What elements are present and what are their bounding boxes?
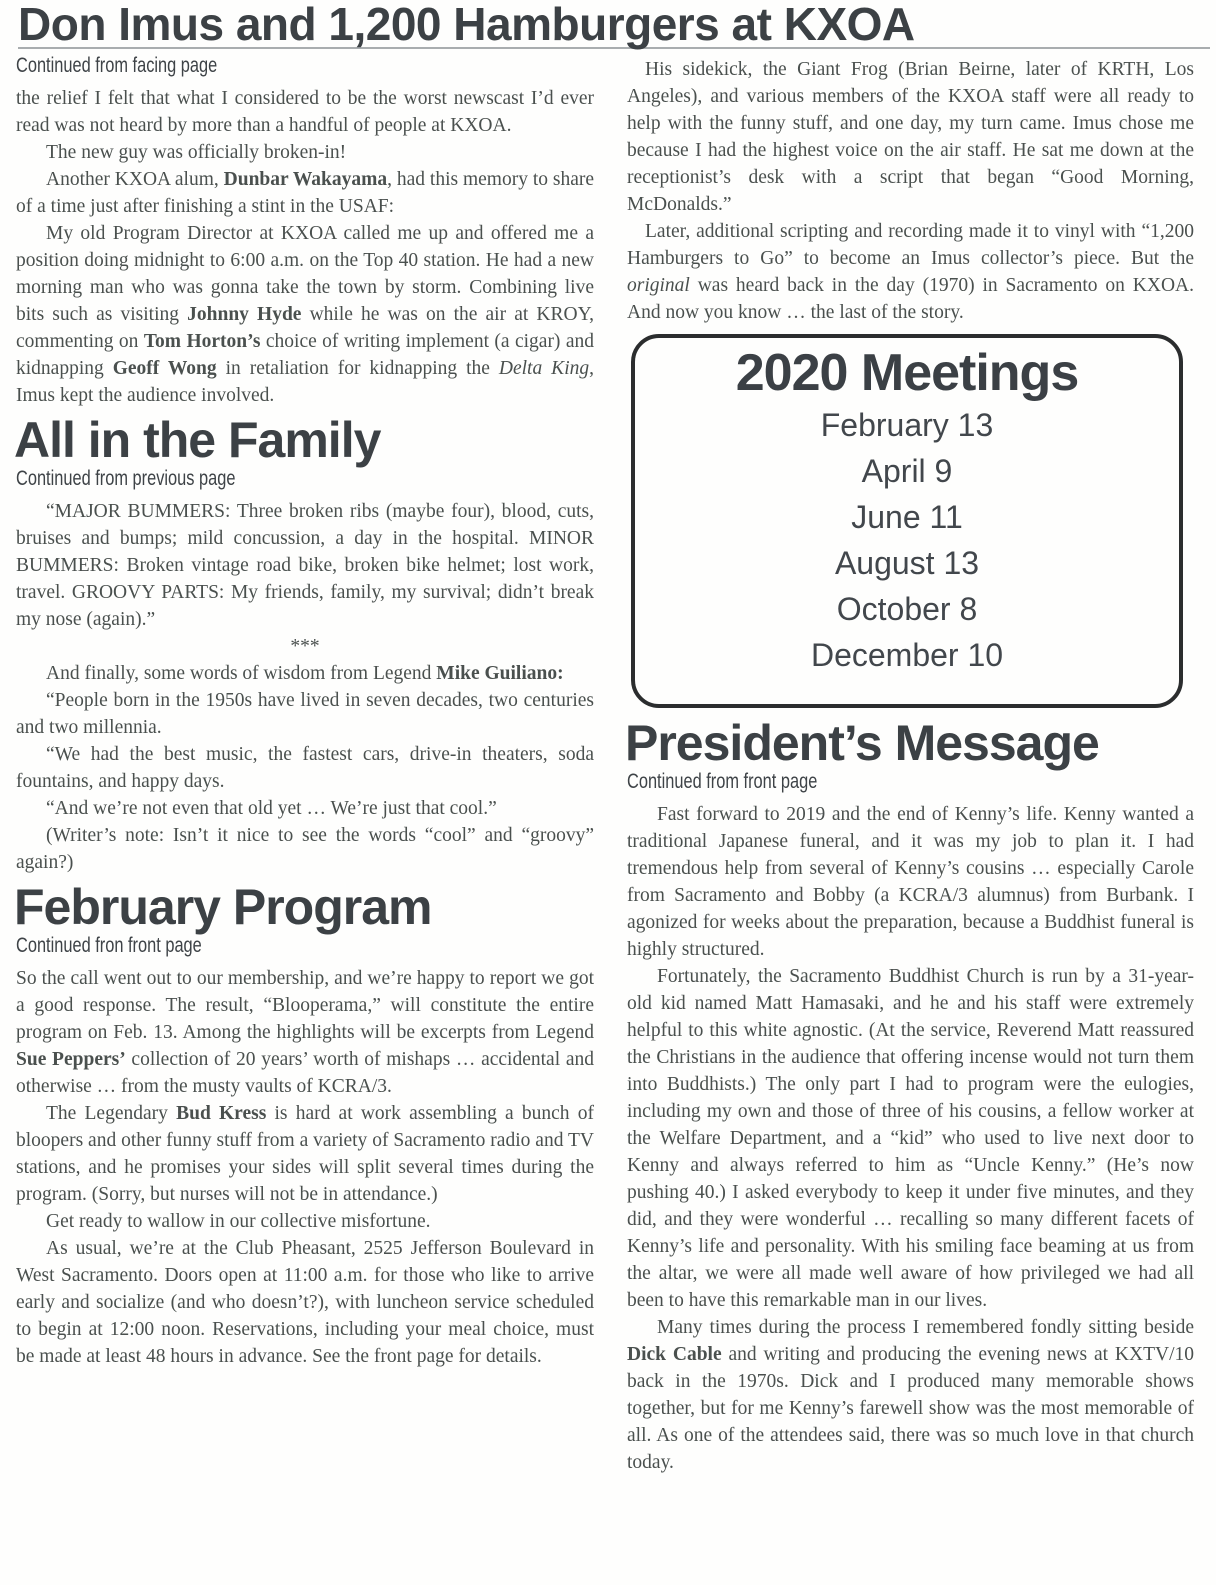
imus-article-body-left [16,85,594,409]
continued-label-president: Continued from front page [627,770,818,793]
paragraph: Get ready to wallow in our collective misfortune. [46,1211,431,1232]
article-title-president: President’s Message [625,715,1099,771]
continued-label-imus: Continued from facing page [16,54,218,77]
paragraph: Fortunately, the Sacramento Buddhist Church is run by a 31-year-old kid named Matt Hamasaki, and he and his staff were extremely helpful to this white agnostic. (At the service, Reverend Matt reassured the Christians in the audience that offering incense would not turn them into Buddhists.) The only part I had to program were the eulogies, including my own and those of three of his cousins, a fellow worker at the Welfare Department, and a “kid” who used to live next door to Kenny and always referred to him as “Uncle Kenny.” (He’s now pushing 40.) I asked everybody to keep it under five minutes, and they did, and they were wonderful … recalling so many different facets of Kenny’s life and personality. With his smiling face beaming at us from the altar, we were all made well aware of how privileged we had all been to have this remarkable man in our lives. [627,966,1194,1311]
meetings-box-title: 2020 Meetings [735,344,1079,402]
article-title-february: February Program [14,879,432,935]
meeting-date: August 13 [834,545,980,581]
president-article-body [627,801,1194,1476]
article-title-imus: Don Imus and 1,200 Hamburgers at KXOA [18,2,1210,49]
paragraph: And finally, some words of wisdom from Legend Mike Guiliano: [46,663,564,684]
article-title-family: All in the Family [14,412,381,468]
paragraph: The Legendary Bud Kress is hard at work assembling a bunch of bloopers and other funny stuff from a variety of Sacramento radio and TV stations, and he promises your sides will split several times during the program. (Sorry, but nurses will not be in attendance.) [16,1103,594,1205]
paragraph: My old Program Director at KXOA called me up and offered me a position doing midnight to 6:00 a.m. on the Top 40 station. He had a new morning man who was gonna take the town by storm. Combining live bits such as visiting Johnny Hyde while he was on the air at KROY, commenting on Tom Horton’s choice of writing implement (a cigar) and kidnapping Geoff Wong in retaliation for kidnapping the Delta King, Imus kept the audience involved. [16,223,595,406]
paragraph: *** [290,636,320,657]
continued-label-february: Continued fron front page [16,934,202,957]
paragraph: As usual, we’re at the Club Pheasant, 2525 Jefferson Boulevard in West Sacramento. Doors open at 11:00 a.m. for those who like to arrive early and socialize (and who doesn’t?), with luncheon service scheduled to begin at 12:00 noon. Reservations, including your meal choice, must be made at least 48 hours in advance. See the front page for details. [16,1238,594,1367]
meeting-date: December 10 [810,637,1004,673]
continued-label-family: Continued from previous page [16,467,236,490]
family-article-body [16,498,594,876]
february-article-body [16,965,594,1370]
left-column [16,52,594,1370]
paragraph: “We had the best music, the fastest cars, drive-in theaters, soda fountains, and happy days. [16,744,594,792]
right-column [627,56,1194,1476]
paragraph: Fast forward to 2019 and the end of Kenny’s life. Kenny wanted a traditional Japanese funeral, and it was my job to plan it. I had tremendous help from several of Kenny’s cousins … especially Carole from Sacramento and Bobby (a KCRA/3 alumnus) from Burbank. I agonized for weeks about the preparation, because a Buddhist funeral is highly structured. [627,804,1194,960]
paragraph: (Writer’s note: Isn’t it nice to see the words “cool” and “groovy” again?) [16,825,594,873]
paragraph: So the call went out to our membership, and we’re happy to report we got a good response. The result, “Blooperama,” will constitute the entire program on Feb. 13. Among the highlights will be excerpts from Legend Sue Peppers’ collection of 20 years’ worth of mishaps … accidental and otherwise … from the musty vaults of KCRA/3. [16,968,594,1097]
paragraph: Many times during the process I remembered fondly sitting beside Dick Cable and writing and producing the evening news at KXTV/10 back in the 1970s. Dick and I produced many memorable shows together, but for me Kenny’s farewell show was the most memorable of all. As one of the attendees said, there was so much love in that church today. [627,1317,1195,1473]
meetings-date-list [645,402,1169,678]
paragraph: “MAJOR BUMMERS: Three broken ribs (maybe four), blood, cuts, bruises and bumps; mild concussion, a day in the hospital. MINOR BUMMERS: Broken vintage road bike, broken bike helmet; lost work, travel. GROOVY PARTS: My friends, family, my survival; didn’t break my nose (again).” [16,501,594,630]
paragraph: “And we’re not even that old yet … We’re just that cool.” [46,798,497,819]
meeting-date: June 11 [851,499,963,535]
meeting-date: April 9 [861,453,953,489]
page-header [0,0,1216,49]
imus-article-body-right [627,56,1194,326]
paragraph: His sidekick, the Giant Frog (Brian Beirne, later of KRTH, Los Angeles), and various members of the KXOA staff were all ready to help with the funny stuff, and one day, my turn came. Imus chose me because I had the highest voice on the air staff. He sat me down at the receptionist’s desk with a script that began “Good Morning, McDonalds.” [627,59,1194,215]
meeting-date: October 8 [836,591,978,627]
meeting-date: February 13 [820,407,994,443]
paragraph: “People born in the 1950s have lived in seven decades, two centuries and two millennia. [16,690,594,738]
meetings-box [631,334,1183,708]
paragraph: Later, additional scripting and recording made it to vinyl with “1,200 Hamburgers to Go” to become an Imus collector’s piece. But the original was heard back in the day (1970) in Sacramento on KXOA. And now you know … the last of the story. [627,221,1194,323]
paragraph: The new guy was officially broken-in! [46,142,347,163]
paragraph: Another KXOA alum, Dunbar Wakayama, had this memory to share of a time just after finishing a stint in the USAF: [16,169,594,217]
paragraph: the relief I felt that what I considered to be the worst newscast I’d ever read was not heard by more than a handful of people at KXOA. [16,88,594,136]
